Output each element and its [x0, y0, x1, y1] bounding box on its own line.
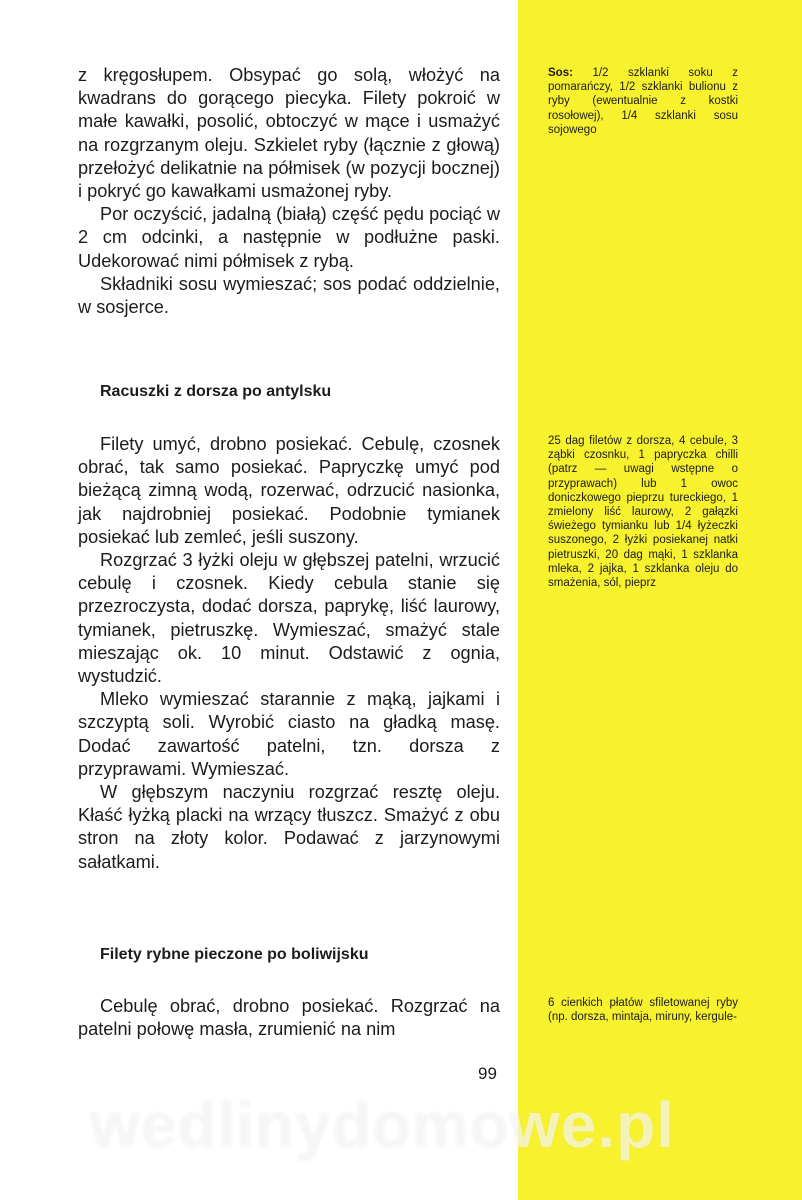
section1-paragraph-3: Składniki sosu wymieszać; sos podać oddzielnie, w sosjerce. [78, 273, 500, 318]
section1-paragraph-1: z kręgosłupem. Obsypać go solą, włożyć na kwadrans do gorącego piecyka. Filety pokroić w małe kawałki, posolić, obtoczyć w mące i usmażyć na rozgrzanym oleju. Szkielet ryby (łącznie z głową) przełożyć delikatnie na półmisek (w pozycji bocznej) i pokryć go kawałkami usmażonej ryby. [78, 65, 500, 202]
sauce-ingredients-text: 1/2 szklanki soku z pomarańczy, 1/2 szklanki bulionu z ryby (ewentualnie z kostki rosołowej), 1/4 szklanki sosu sojowego [548, 67, 739, 136]
section3-paragraph-1: Cebulę obrać, drobno posiekać. Rozgrzać na patelni połowę masła, zrumienić na nim [78, 996, 500, 1040]
watermark: wedlinydomowe.pl [90, 1089, 675, 1161]
sauce-label: Sos: [548, 67, 573, 79]
section1-body [78, 64, 500, 319]
section1-paragraph-2: Por oczyścić, jadalną (białą) część pędu pociąć w 2 cm odcinki, a następnie w podłużne paski. Udekorować nimi półmisek z rybą. [78, 204, 500, 271]
section2-title: Racuszki z dorsza po antylsku [100, 383, 332, 400]
page-number: 99 [478, 1064, 497, 1083]
section2-paragraph-1: Filety umyć, drobno posiekać. Cebulę, czosnek obrać, tak samo posiekać. Papryczkę umyć pod bieżącą zimną wodą, rozerwać, odrzucić nasionka, jak najdrobniej posiekać. Podobnie tymianek posiekać lub zemleć, jeśli suszony. [78, 434, 500, 547]
section3-body [78, 995, 500, 1041]
section2-paragraph-4: W głębszym naczyniu rozgrzać resztę oleju. Kłaść łyżką placki na wrzący tłuszcz. Smażyć z obu stron na złoty kolor. Podawać z jarzynowymi sałatkami. [78, 782, 500, 872]
section2-paragraph-2: Rozgrzać 3 łyżki oleju w głębszej patelni, wrzucić cebulę i czosnek. Kiedy cebula stanie się przezroczysta, dodać dorsza, paprykę, liść laurowy, tymianek, pietruszkę. Wymieszać, smażyć stale mieszając ok. 10 minut. Odstawić z ognia, wystudzić. [78, 550, 500, 687]
section2-paragraph-3: Mleko wymieszać starannie z mąką, jajkami i szczyptą soli. Wyrobić ciasto na gładką masę. Dodać zawartość patelni, tzn. dorsza z przyprawami. Wymieszać. [78, 689, 500, 779]
section3-ingredients: 6 cienkich płatów sfiletowanej ryby (np. dorsza, mintaja, miruny, kergule- [548, 997, 738, 1024]
section1-sauce-ingredients [548, 66, 738, 137]
section3-title: Filety rybne pieczone po boliwijsku [100, 946, 369, 963]
section2-body [78, 433, 500, 874]
section2-ingredients: 25 dag filetów z dorsza, 4 cebule, 3 ząbki czosnku, 1 papryczka chilli (patrz — uwagi wstępne o przyprawach) lub 1 owoc doniczkowego pieprzu tureckiego, 1 zmielony liść laurowy, 2 gałązki świeżego tymianku lub 1/4 łyżeczki suszonego, 2 łyżki posiekanej natki pietruszki, 20 dag mąki, 1 szklanka mleka, 2 jajka, 1 szklanka oleju do smażenia, sól, pieprz [548, 435, 738, 590]
